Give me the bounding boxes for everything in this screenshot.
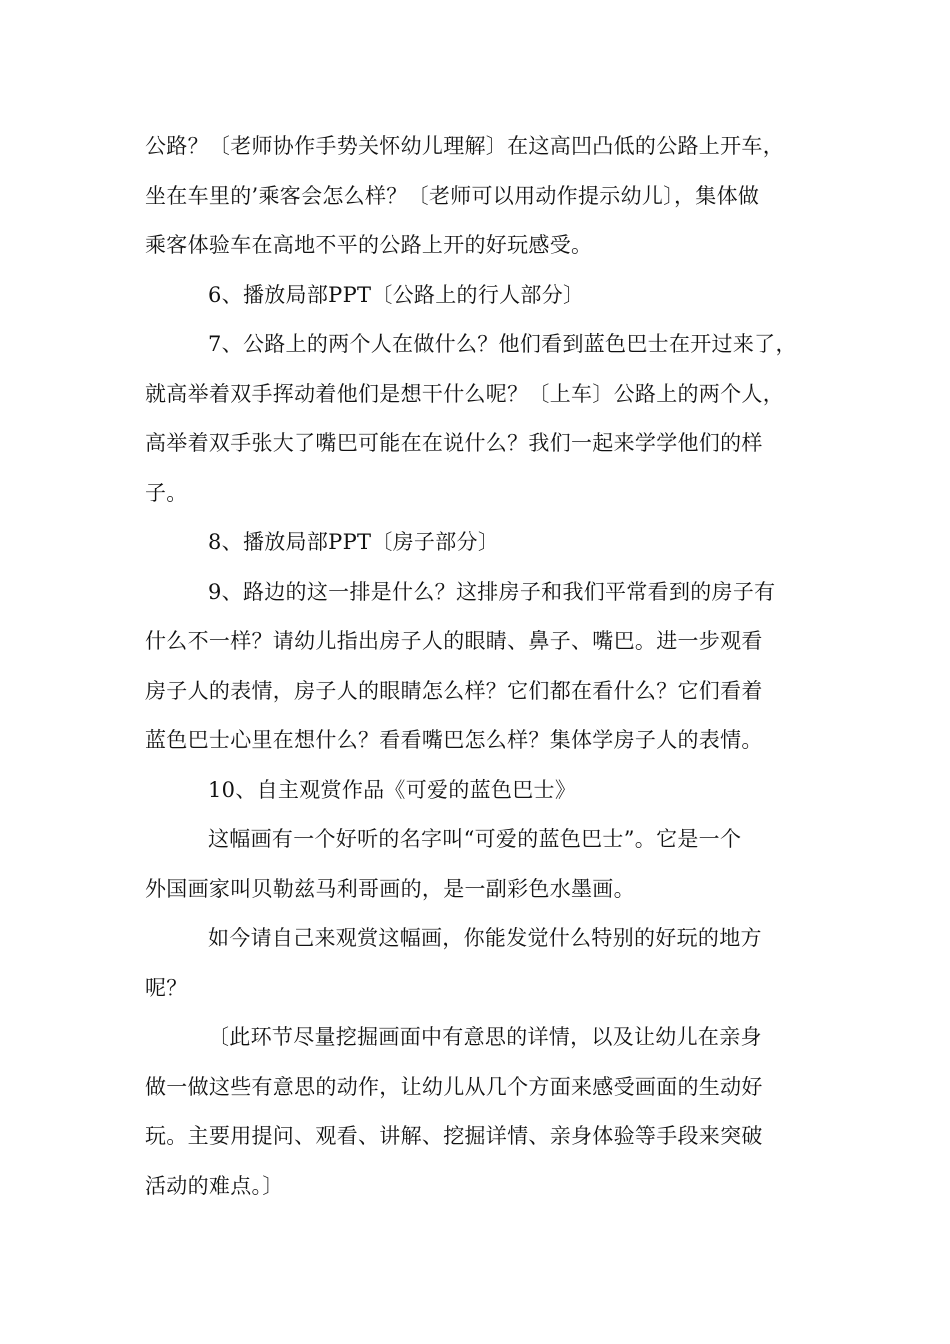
- text-line: 什么不一样？请幼儿指出房子人的眼睛、鼻子、嘴巴。进一步观看: [145, 629, 763, 653]
- body-text: [145, 122, 810, 1211]
- text-line: 如今请自己来观赏这幅画，你能发觉什么特别的好玩的地方: [208, 926, 762, 950]
- text-line: 蓝色巴士心里在想什么？看看嘴巴怎么样？集体学房子人的表情。: [145, 728, 763, 752]
- text-line: 〔此环节尽量挖掘画面中有意思的详情，以及让幼儿在亲身: [208, 1025, 762, 1049]
- step-6-heading: 6、播放局部PPT〔公路上的行人部分〕: [208, 282, 585, 307]
- text-line: 做一做这些有意思的动作，让幼儿从几个方面来感受画面的生动好: [145, 1074, 763, 1099]
- text-line: 房子人的表情，房子人的眼睛怎么样？它们都在看什么？它们看着: [145, 678, 763, 703]
- text-line: 外国画家叫贝勒兹马利哥画的，是一副彩色水墨画。: [145, 876, 635, 901]
- text-line: 乘客体验车在高地不平的公路上开的好玩感受。: [145, 233, 593, 257]
- text-line: 玩。主要用提问、观看、讲解、挖掘详情、亲身体验等手段来突破: [145, 1124, 763, 1148]
- text-line: 公路？〔老师协作手势关怀幼儿理解〕在这高凹凸低的公路上开车，: [145, 134, 784, 158]
- text-line: 子。: [145, 480, 188, 505]
- text-line: 就高举着双手挥动着他们是想干什么呢？〔上车〕公路上的两个人，: [145, 381, 784, 406]
- text-line: 活动的难点。〕: [145, 1173, 284, 1198]
- step-10-heading: 10、自主观赏作品《可爱的蓝色巴士》: [208, 777, 577, 802]
- text-line: 呢？: [145, 975, 188, 1000]
- text-line: 这幅画有一个好听的名字叫“可爱的蓝色巴士”。它是一个: [208, 827, 742, 851]
- step-8-heading: 8、播放局部PPT〔房子部分〕: [208, 530, 500, 554]
- text-line: 9、路边的这一排是什么？这排房子和我们平常看到的房子有: [208, 579, 776, 604]
- text-line: 高举着双手张大了嘴巴可能在在说什么？我们一起来学学他们的样: [145, 431, 763, 455]
- text-line: 坐在车里的’乘客会怎么样？〔老师可以用动作提示幼儿〕，集体做: [145, 183, 760, 208]
- text-line: 7、公路上的两个人在做什么？他们看到蓝色巴士在开过来了，: [208, 332, 797, 356]
